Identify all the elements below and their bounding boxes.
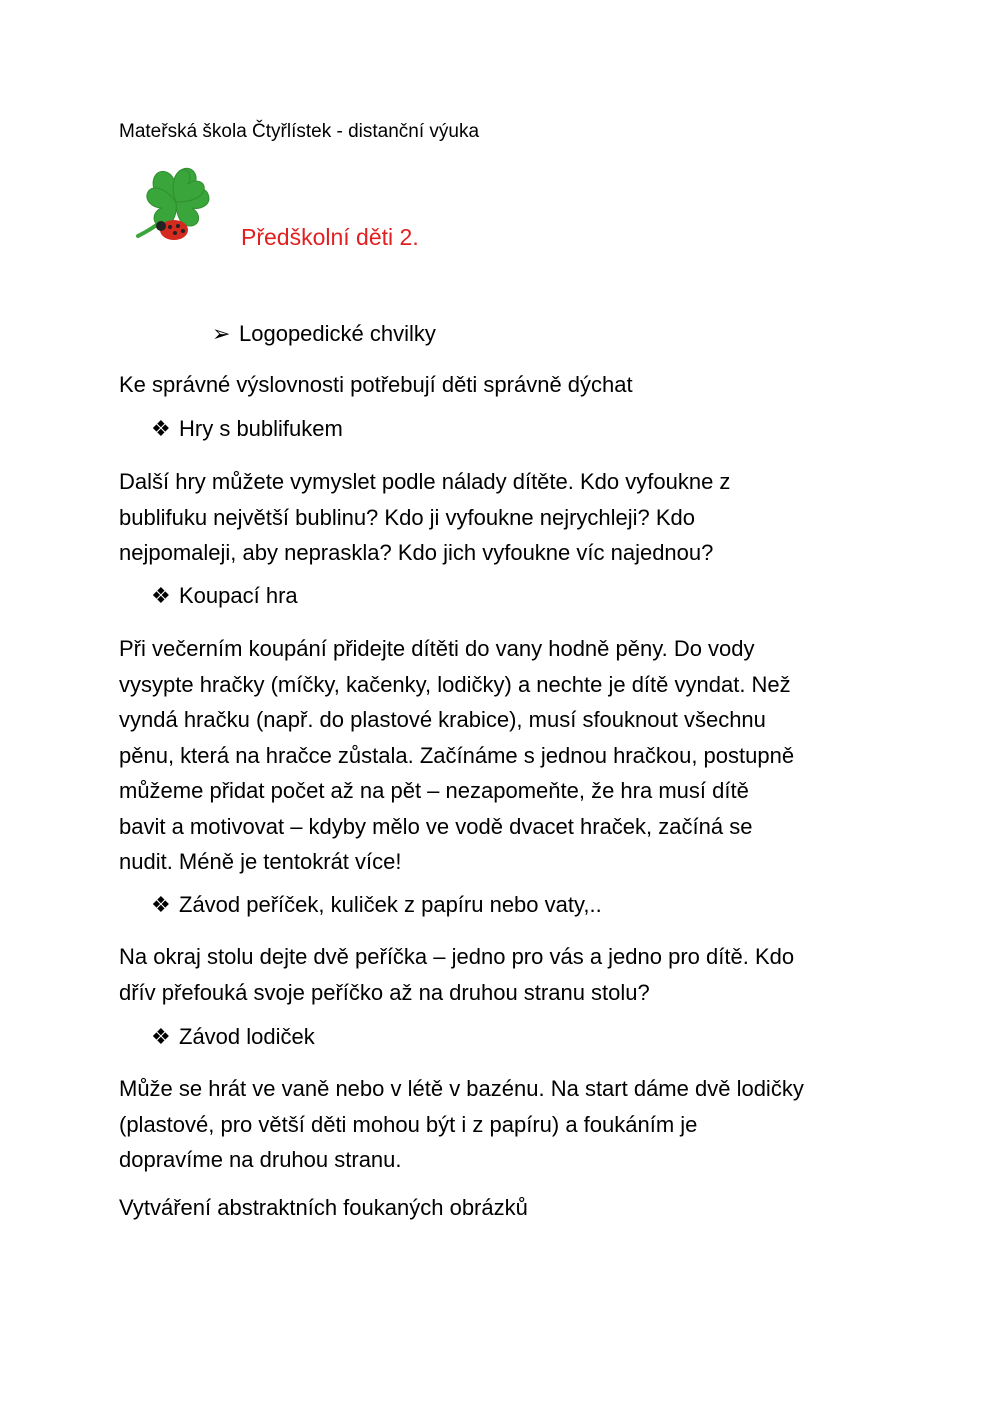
- main-heading: [212, 321, 436, 347]
- text-line: (plastové, pro větší děti mohou být i z papíru) a foukáním je: [119, 1111, 698, 1137]
- four-leaf-clover-icon: [130, 160, 214, 242]
- arrow-bullet-icon: ➢: [212, 321, 231, 346]
- section-title: Předškolní děti 2.: [241, 224, 419, 250]
- text-line: Při večerním koupání přidejte dítěti do vany hodně pěny. Do vody: [119, 636, 755, 661]
- diamond-bullet-icon: ❖: [151, 416, 171, 441]
- text-line: dřív přefouká svoje peříčko až na druhou stranu stolu?: [119, 979, 650, 1005]
- text-line: můžeme přidat počet až na pět – nezapomeňte, že hra musí dítě: [119, 778, 749, 803]
- paragraph-bubbles: [119, 464, 879, 571]
- paragraph-bath: [119, 631, 879, 880]
- paragraph-boats: [119, 1071, 879, 1178]
- text-line: bavit a motivovat – kdyby mělo ve vodě dvacet hraček, začíná se: [119, 813, 753, 839]
- school-header: Mateřská škola Čtyřlístek - distanční výuka: [119, 121, 480, 142]
- intro-paragraph: Ke správné výslovnosti potřebují děti správně dýchat: [119, 372, 633, 397]
- text-line: Další hry můžete vymyslet podle nálady dítěte. Kdo vyfoukne z: [119, 469, 731, 494]
- subheading-label: Závod lodiček: [179, 1024, 315, 1049]
- diamond-bullet-icon: ❖: [151, 892, 171, 917]
- text-line: vysypte hračky (míčky, kačenky, lodičky) a nechte je dítě vyndat. Než: [119, 671, 791, 697]
- subheading-bubbles: [151, 416, 343, 442]
- text-line: Může se hrát ve vaně nebo v létě v bazénu. Na start dáme dvě lodičky: [119, 1076, 804, 1101]
- subheading-feathers: [151, 892, 602, 918]
- subheading-boats: [151, 1024, 315, 1050]
- subheading-label: Koupací hra: [179, 583, 298, 608]
- paragraph-feathers: [119, 939, 879, 1010]
- text-line: bublifuku největší bublinu? Kdo ji vyfoukne nejrychleji? Kdo: [119, 504, 696, 530]
- diamond-bullet-icon: ❖: [151, 583, 171, 608]
- text-line: pěnu, která na hračce zůstala. Začínáme s jednou hračkou, postupně: [119, 742, 795, 768]
- text-line: nudit. Méně je tentokrát více!: [119, 849, 402, 874]
- text-line: nejpomaleji, aby nepraskla? Kdo jich vyfoukne víc najednou?: [119, 540, 714, 565]
- subheading-label: Závod peříček, kuliček z papíru nebo vaty,..: [179, 892, 602, 917]
- closing-line: Vytváření abstraktních foukaných obrázků: [119, 1195, 528, 1220]
- subheading-bath: [151, 583, 298, 609]
- text-line: vyndá hračku (např. do plastové krabice), musí sfouknout všechnu: [119, 707, 766, 732]
- subheading-label: Hry s bublifukem: [179, 416, 343, 441]
- diamond-bullet-icon: ❖: [151, 1024, 171, 1049]
- main-heading-label: Logopedické chvilky: [239, 321, 436, 346]
- text-line: Na okraj stolu dejte dvě peříčka – jedno pro vás a jedno pro dítě. Kdo: [119, 944, 795, 969]
- text-line: dopravíme na druhou stranu.: [119, 1147, 402, 1172]
